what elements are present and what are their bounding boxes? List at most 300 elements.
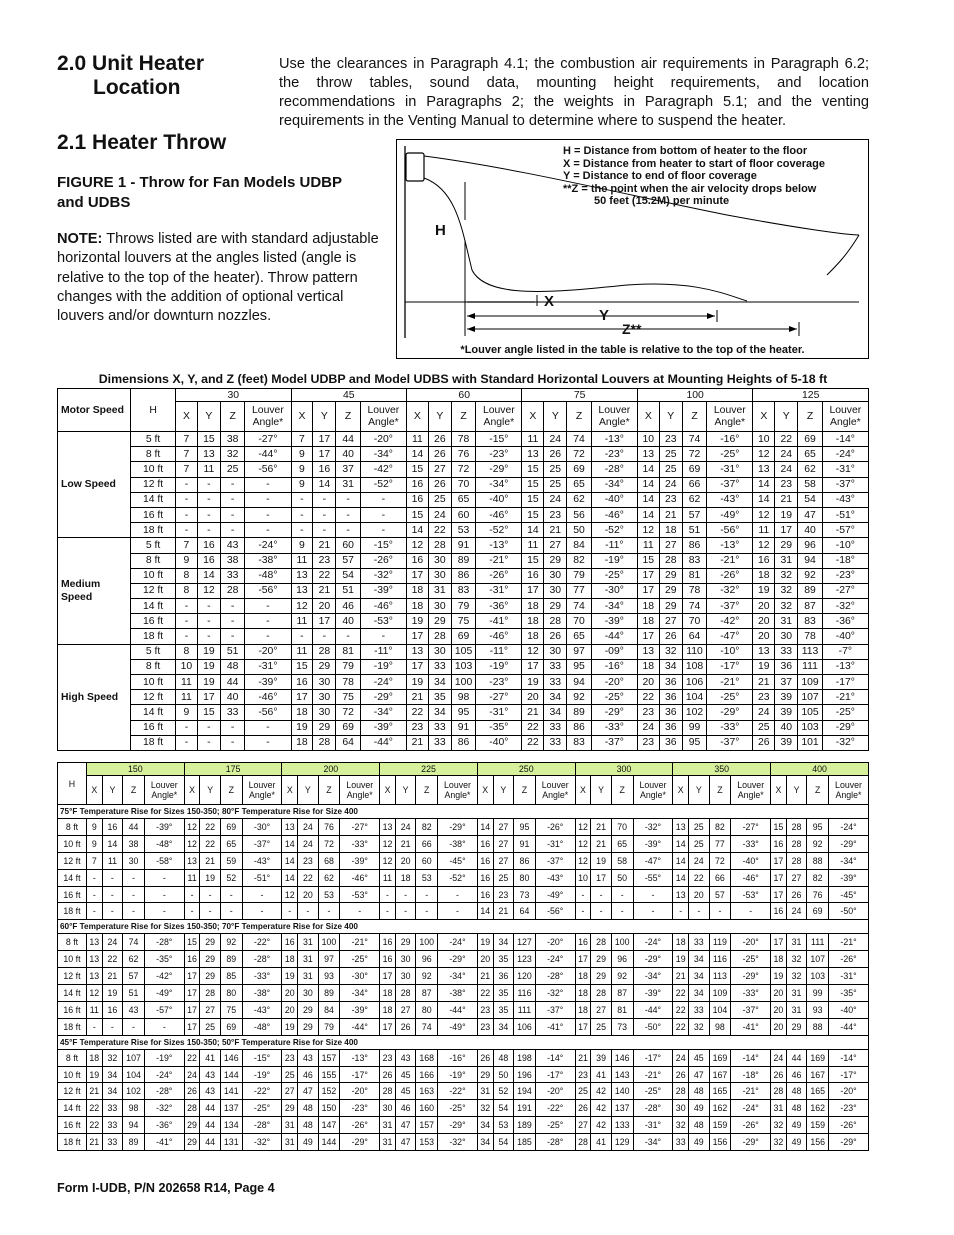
value-cell: -38° bbox=[438, 835, 478, 852]
value-cell: 89 bbox=[798, 583, 822, 598]
value-cell: -24° bbox=[633, 934, 673, 951]
table-row bbox=[58, 1117, 869, 1134]
value-cell: 143 bbox=[611, 1066, 633, 1083]
value-cell: 24 bbox=[775, 447, 798, 462]
value-cell: 34 bbox=[544, 705, 567, 720]
table-row bbox=[58, 1001, 869, 1018]
value-cell: 20 bbox=[771, 1018, 787, 1035]
value-cell: 24 bbox=[395, 819, 416, 836]
value-cell: 20 bbox=[771, 985, 787, 1002]
value-cell: 22 bbox=[522, 720, 544, 735]
value-cell: 25 bbox=[575, 1083, 591, 1100]
value-cell: 17 bbox=[406, 659, 428, 674]
value-cell: 14 bbox=[637, 492, 659, 507]
value-cell: 94 bbox=[798, 553, 822, 568]
value-cell: -40° bbox=[476, 735, 522, 750]
value-cell: 137 bbox=[611, 1100, 633, 1117]
table-row bbox=[58, 886, 869, 903]
value-cell: -25° bbox=[340, 951, 380, 968]
value-cell: 37 bbox=[336, 462, 360, 477]
value-cell: 99 bbox=[807, 985, 829, 1002]
value-cell: -32° bbox=[535, 985, 575, 1002]
value-cell: 49 bbox=[298, 1134, 319, 1151]
value-cell: 108 bbox=[682, 659, 706, 674]
value-cell: 17 bbox=[522, 583, 544, 598]
value-cell: 28 bbox=[200, 985, 221, 1002]
value-cell: 27 bbox=[428, 462, 451, 477]
value-cell: 93 bbox=[318, 968, 340, 985]
value-cell: 70 bbox=[451, 477, 475, 492]
value-cell: 24 bbox=[786, 903, 807, 920]
value-cell: -32° bbox=[360, 568, 406, 583]
value-cell: -56° bbox=[535, 903, 575, 920]
value-cell: -29° bbox=[438, 951, 478, 968]
value-cell: 51 bbox=[336, 583, 360, 598]
section-label: 45°F Temperature Rise for Sizes 150-350; 50°F Temperature Rise for Size 400 bbox=[58, 1035, 869, 1049]
note-label: NOTE: bbox=[57, 231, 103, 247]
value-cell: 11 bbox=[197, 462, 220, 477]
value-cell: - bbox=[611, 886, 633, 903]
value-cell: 28 bbox=[428, 629, 451, 644]
value-cell: 16 bbox=[291, 675, 313, 690]
sub-header: Louver Angle* bbox=[535, 776, 575, 805]
value-cell: 16 bbox=[102, 1001, 123, 1018]
value-cell: 46 bbox=[786, 1066, 807, 1083]
value-cell: 34 bbox=[493, 1018, 514, 1035]
value-cell: 13 bbox=[522, 447, 544, 462]
value-cell: 95 bbox=[514, 819, 536, 836]
value-cell: 33 bbox=[102, 1117, 123, 1134]
value-cell: 10 bbox=[575, 869, 591, 886]
value-cell: -44° bbox=[360, 735, 406, 750]
height-cell: 8 ft bbox=[131, 659, 176, 674]
height-cell: 16 ft bbox=[58, 886, 87, 903]
value-cell: 14 bbox=[637, 507, 659, 522]
value-cell: 14 bbox=[197, 568, 220, 583]
value-cell: - bbox=[673, 903, 689, 920]
value-cell: 33 bbox=[428, 659, 451, 674]
value-cell: 29 bbox=[395, 934, 416, 951]
value-cell: -31° bbox=[822, 462, 868, 477]
label-y: Y bbox=[599, 307, 610, 324]
value-cell: - bbox=[336, 629, 360, 644]
value-cell: 15 bbox=[522, 477, 544, 492]
value-cell: 27 bbox=[786, 869, 807, 886]
value-cell: -18° bbox=[731, 1066, 771, 1083]
value-cell: 83 bbox=[451, 583, 475, 598]
value-cell: 13 bbox=[86, 934, 102, 951]
value-cell: 43 bbox=[220, 538, 244, 553]
value-cell: - bbox=[731, 903, 771, 920]
sub-header: Z bbox=[416, 776, 438, 805]
value-cell: -44° bbox=[438, 1001, 478, 1018]
value-cell: 18 bbox=[637, 614, 659, 629]
value-cell: 33 bbox=[428, 735, 451, 750]
value-cell: 21 bbox=[493, 903, 514, 920]
value-cell: 42 bbox=[591, 1100, 612, 1117]
value-cell: - bbox=[197, 720, 220, 735]
value-cell: 27 bbox=[591, 1001, 612, 1018]
value-cell: - bbox=[611, 903, 633, 920]
value-cell: 29 bbox=[184, 1117, 200, 1134]
value-cell: -23° bbox=[829, 1100, 869, 1117]
value-cell: 25 bbox=[282, 1066, 298, 1083]
value-cell: - bbox=[633, 903, 673, 920]
value-cell: 83 bbox=[798, 614, 822, 629]
value-cell: 26 bbox=[184, 1083, 200, 1100]
value-cell: 26 bbox=[428, 447, 451, 462]
value-cell: -25° bbox=[438, 1100, 478, 1117]
value-cell: 69 bbox=[807, 903, 829, 920]
value-cell: 76 bbox=[451, 447, 475, 462]
value-cell: 156 bbox=[709, 1134, 731, 1151]
value-cell: -37° bbox=[591, 735, 637, 750]
value-cell: -53° bbox=[340, 886, 380, 903]
value-cell: -13° bbox=[822, 659, 868, 674]
height-cell: 5 ft bbox=[131, 538, 176, 553]
value-cell: 24 bbox=[775, 462, 798, 477]
value-cell: 14 bbox=[637, 462, 659, 477]
value-cell: 44 bbox=[336, 432, 360, 447]
value-cell: 18 bbox=[380, 985, 396, 1002]
value-cell: 33 bbox=[689, 934, 710, 951]
value-cell: 21 bbox=[591, 819, 612, 836]
value-cell: 50 bbox=[493, 1066, 514, 1083]
value-cell: 34 bbox=[428, 705, 451, 720]
value-cell: 31 bbox=[775, 614, 798, 629]
value-cell: 48 bbox=[220, 659, 244, 674]
value-cell: 72 bbox=[451, 462, 475, 477]
table-row bbox=[58, 720, 869, 735]
value-cell: 33 bbox=[220, 705, 244, 720]
value-cell: 103 bbox=[798, 720, 822, 735]
table-row bbox=[58, 523, 869, 538]
value-cell: 34 bbox=[689, 985, 710, 1002]
value-cell: -41° bbox=[535, 1018, 575, 1035]
sub-header: Louver Angle* bbox=[822, 402, 868, 432]
height-cell: 18 ft bbox=[131, 735, 176, 750]
value-cell: 53 bbox=[493, 1117, 514, 1134]
value-cell: 11 bbox=[176, 675, 198, 690]
value-cell: 32 bbox=[771, 1134, 787, 1151]
value-cell: - bbox=[176, 477, 198, 492]
value-cell: 23 bbox=[406, 720, 428, 735]
value-cell: 30 bbox=[544, 644, 567, 659]
value-cell: 16 bbox=[197, 538, 220, 553]
value-cell: 89 bbox=[318, 985, 340, 1002]
value-cell: -46° bbox=[476, 507, 522, 522]
value-cell: - bbox=[245, 523, 291, 538]
value-cell: 13 bbox=[753, 644, 775, 659]
value-cell: 17 bbox=[313, 432, 336, 447]
value-cell: 96 bbox=[611, 951, 633, 968]
value-cell: -7° bbox=[822, 644, 868, 659]
value-cell: 33 bbox=[102, 1134, 123, 1151]
value-cell: 30 bbox=[428, 568, 451, 583]
value-cell: 51 bbox=[123, 985, 145, 1002]
value-cell: 137 bbox=[220, 1100, 242, 1117]
sub-header: Y bbox=[775, 402, 798, 432]
value-cell: 17 bbox=[591, 869, 612, 886]
value-cell: 19 bbox=[86, 1066, 102, 1083]
value-cell: 32 bbox=[477, 1100, 493, 1117]
value-cell: 11 bbox=[522, 538, 544, 553]
value-cell: - bbox=[340, 903, 380, 920]
value-cell: -33° bbox=[731, 835, 771, 852]
height-cell: 18 ft bbox=[131, 629, 176, 644]
value-cell: 68 bbox=[318, 852, 340, 869]
value-cell: 14 bbox=[753, 492, 775, 507]
value-cell: 58 bbox=[798, 477, 822, 492]
value-cell: 31 bbox=[786, 985, 807, 1002]
value-cell: -46° bbox=[360, 599, 406, 614]
value-cell: 94 bbox=[123, 1117, 145, 1134]
value-cell: 51 bbox=[220, 644, 244, 659]
value-cell: 32 bbox=[220, 447, 244, 462]
value-cell: - bbox=[380, 886, 396, 903]
value-cell: 31 bbox=[298, 968, 319, 985]
value-cell: - bbox=[395, 903, 416, 920]
value-cell: -33° bbox=[591, 720, 637, 735]
value-cell: - bbox=[380, 903, 396, 920]
value-cell: 92 bbox=[220, 934, 242, 951]
sub-header: Z bbox=[709, 776, 731, 805]
value-cell: 185 bbox=[514, 1134, 536, 1151]
sub-header: Y bbox=[298, 776, 319, 805]
value-cell: 13 bbox=[86, 968, 102, 985]
value-cell: 15 bbox=[197, 432, 220, 447]
value-cell: 29 bbox=[477, 1066, 493, 1083]
value-cell: 24 bbox=[298, 835, 319, 852]
sub-header: Y bbox=[591, 776, 612, 805]
value-cell: 15 bbox=[406, 462, 428, 477]
value-cell: -36° bbox=[144, 1117, 184, 1134]
value-cell: 96 bbox=[416, 951, 438, 968]
sub-header: Z bbox=[220, 776, 242, 805]
value-cell: -29° bbox=[829, 835, 869, 852]
value-cell: 95 bbox=[567, 659, 591, 674]
value-cell: 30 bbox=[123, 852, 145, 869]
value-cell: -29° bbox=[360, 690, 406, 705]
value-cell: 16 bbox=[477, 886, 493, 903]
value-cell: -36° bbox=[822, 614, 868, 629]
value-cell: 25 bbox=[753, 720, 775, 735]
legend-y: Y = Distance to end of floor coverage bbox=[563, 170, 757, 182]
value-cell: 29 bbox=[591, 968, 612, 985]
value-cell: -29° bbox=[591, 705, 637, 720]
value-cell: - bbox=[200, 886, 221, 903]
value-cell: 20 bbox=[282, 985, 298, 1002]
value-cell: - bbox=[395, 886, 416, 903]
value-cell: 23 bbox=[477, 1018, 493, 1035]
value-cell: 19 bbox=[406, 675, 428, 690]
value-cell: 40 bbox=[336, 447, 360, 462]
value-cell: - bbox=[298, 903, 319, 920]
value-cell: -28° bbox=[242, 1117, 282, 1134]
value-cell: 15 bbox=[184, 934, 200, 951]
value-cell: -49° bbox=[707, 507, 753, 522]
section-title-line1: 2.0 Unit Heater bbox=[57, 52, 205, 75]
value-cell: 13 bbox=[197, 447, 220, 462]
value-cell: 44 bbox=[200, 1117, 221, 1134]
table1-caption: Dimensions X, Y, and Z (feet) Model UDBP and Model UDBS with Standard Horizontal Louvers at Mounting Heights of 5-18 ft bbox=[98, 372, 828, 386]
value-cell: 131 bbox=[220, 1134, 242, 1151]
value-cell: -52° bbox=[476, 523, 522, 538]
value-cell: 14 bbox=[753, 477, 775, 492]
value-cell: 82 bbox=[567, 553, 591, 568]
value-cell: 21 bbox=[395, 835, 416, 852]
value-cell: -51° bbox=[242, 869, 282, 886]
value-cell: 27 bbox=[659, 614, 682, 629]
value-cell: 18 bbox=[575, 968, 591, 985]
value-cell: 14 bbox=[406, 447, 428, 462]
value-cell: -20° bbox=[245, 644, 291, 659]
value-cell: 49 bbox=[689, 1100, 710, 1117]
value-cell: 38 bbox=[220, 553, 244, 568]
value-cell: 57 bbox=[123, 968, 145, 985]
value-cell: -27° bbox=[822, 583, 868, 598]
value-cell: 15 bbox=[522, 462, 544, 477]
value-cell: 79 bbox=[336, 659, 360, 674]
sub-header: X bbox=[575, 776, 591, 805]
value-cell: 87 bbox=[611, 985, 633, 1002]
value-cell: 100 bbox=[611, 934, 633, 951]
value-cell: 20 bbox=[298, 886, 319, 903]
value-cell: -20° bbox=[535, 1083, 575, 1100]
value-cell: - bbox=[197, 614, 220, 629]
value-cell: 107 bbox=[123, 1049, 145, 1066]
value-cell: 22 bbox=[86, 1100, 102, 1117]
value-cell: -26° bbox=[340, 1117, 380, 1134]
value-cell: 23 bbox=[775, 477, 798, 492]
value-cell: - bbox=[197, 629, 220, 644]
value-cell: 12 bbox=[753, 538, 775, 553]
value-cell: 160 bbox=[416, 1100, 438, 1117]
value-cell: 53 bbox=[451, 523, 475, 538]
value-cell: 16 bbox=[282, 934, 298, 951]
value-cell: 35 bbox=[493, 985, 514, 1002]
value-cell: 14 bbox=[282, 835, 298, 852]
value-cell: -27° bbox=[245, 432, 291, 447]
value-cell: 16 bbox=[771, 903, 787, 920]
page-footer: Form I-UDB, P/N 202658 R14, Page 4 bbox=[57, 1181, 275, 1195]
value-cell: 13 bbox=[380, 819, 396, 836]
value-cell: 162 bbox=[807, 1100, 829, 1117]
value-cell: -14° bbox=[822, 432, 868, 447]
value-cell: 31 bbox=[477, 1083, 493, 1100]
value-cell: 80 bbox=[416, 1001, 438, 1018]
value-cell: 10 bbox=[176, 659, 198, 674]
value-cell: - bbox=[220, 599, 244, 614]
value-cell: 49 bbox=[689, 1134, 710, 1151]
value-cell: 165 bbox=[807, 1083, 829, 1100]
value-cell: -45° bbox=[438, 852, 478, 869]
value-cell: 18 bbox=[673, 934, 689, 951]
value-cell: 28 bbox=[313, 735, 336, 750]
sub-header: X bbox=[753, 402, 775, 432]
value-cell: -37° bbox=[707, 477, 753, 492]
value-cell: 29 bbox=[775, 538, 798, 553]
value-cell: 22 bbox=[313, 568, 336, 583]
value-cell: 38 bbox=[220, 432, 244, 447]
value-cell: 27 bbox=[544, 538, 567, 553]
value-cell: 8 bbox=[176, 583, 198, 598]
value-cell: - bbox=[220, 523, 244, 538]
sub-header: Louver Angle* bbox=[360, 402, 406, 432]
value-cell: 28 bbox=[786, 819, 807, 836]
value-cell: - bbox=[291, 492, 313, 507]
value-cell: - bbox=[245, 614, 291, 629]
height-cell: 8 ft bbox=[131, 447, 176, 462]
value-cell: 134 bbox=[220, 1117, 242, 1134]
value-cell: 150 bbox=[318, 1100, 340, 1117]
value-cell: 26 bbox=[771, 1066, 787, 1083]
value-cell: -32° bbox=[242, 1134, 282, 1151]
sub-header: Louver Angle* bbox=[340, 776, 380, 805]
value-cell: 95 bbox=[682, 735, 706, 750]
value-cell: -37° bbox=[822, 477, 868, 492]
value-cell: 24 bbox=[753, 705, 775, 720]
value-cell: 33 bbox=[428, 720, 451, 735]
value-cell: 21 bbox=[313, 538, 336, 553]
value-cell: 168 bbox=[416, 1049, 438, 1066]
sub-header: X bbox=[291, 402, 313, 432]
height-cell: 16 ft bbox=[131, 720, 176, 735]
value-cell: 18 bbox=[659, 523, 682, 538]
value-cell: 70 bbox=[682, 614, 706, 629]
value-cell: -26° bbox=[476, 568, 522, 583]
value-cell: -37° bbox=[535, 852, 575, 869]
value-cell: 75 bbox=[336, 690, 360, 705]
value-cell: 16 bbox=[102, 819, 123, 836]
value-cell: 11 bbox=[86, 1001, 102, 1018]
value-cell: 30 bbox=[298, 985, 319, 1002]
table-row bbox=[58, 985, 869, 1002]
value-cell: 24 bbox=[771, 1049, 787, 1066]
value-cell: -24° bbox=[822, 447, 868, 462]
value-cell: 47 bbox=[298, 1083, 319, 1100]
value-cell: 104 bbox=[709, 1001, 731, 1018]
value-cell: -46° bbox=[476, 629, 522, 644]
value-cell: 14 bbox=[673, 835, 689, 852]
value-cell: 43 bbox=[123, 1001, 145, 1018]
value-cell: - bbox=[291, 507, 313, 522]
value-cell: 129 bbox=[611, 1134, 633, 1151]
value-cell: 123 bbox=[514, 951, 536, 968]
value-cell: 31 bbox=[428, 583, 451, 598]
size-header: 175 bbox=[184, 763, 282, 776]
sub-header: Y bbox=[200, 776, 221, 805]
value-cell: -31° bbox=[829, 968, 869, 985]
value-cell: 57 bbox=[336, 553, 360, 568]
value-cell: -43° bbox=[707, 492, 753, 507]
value-cell: 96 bbox=[798, 538, 822, 553]
value-cell: 17 bbox=[575, 951, 591, 968]
value-cell: -09° bbox=[591, 644, 637, 659]
value-cell: 22 bbox=[298, 869, 319, 886]
value-cell: 97 bbox=[567, 644, 591, 659]
table2-size-header-row bbox=[58, 763, 869, 776]
value-cell: 81 bbox=[611, 1001, 633, 1018]
value-cell: 31 bbox=[298, 934, 319, 951]
value-cell: 72 bbox=[318, 835, 340, 852]
value-cell: -40° bbox=[829, 1001, 869, 1018]
z-arrow-left bbox=[467, 326, 475, 332]
value-cell: 28 bbox=[771, 1083, 787, 1100]
value-cell: - bbox=[336, 523, 360, 538]
sub-header: Louver Angle* bbox=[829, 776, 869, 805]
sub-header: Y bbox=[786, 776, 807, 805]
